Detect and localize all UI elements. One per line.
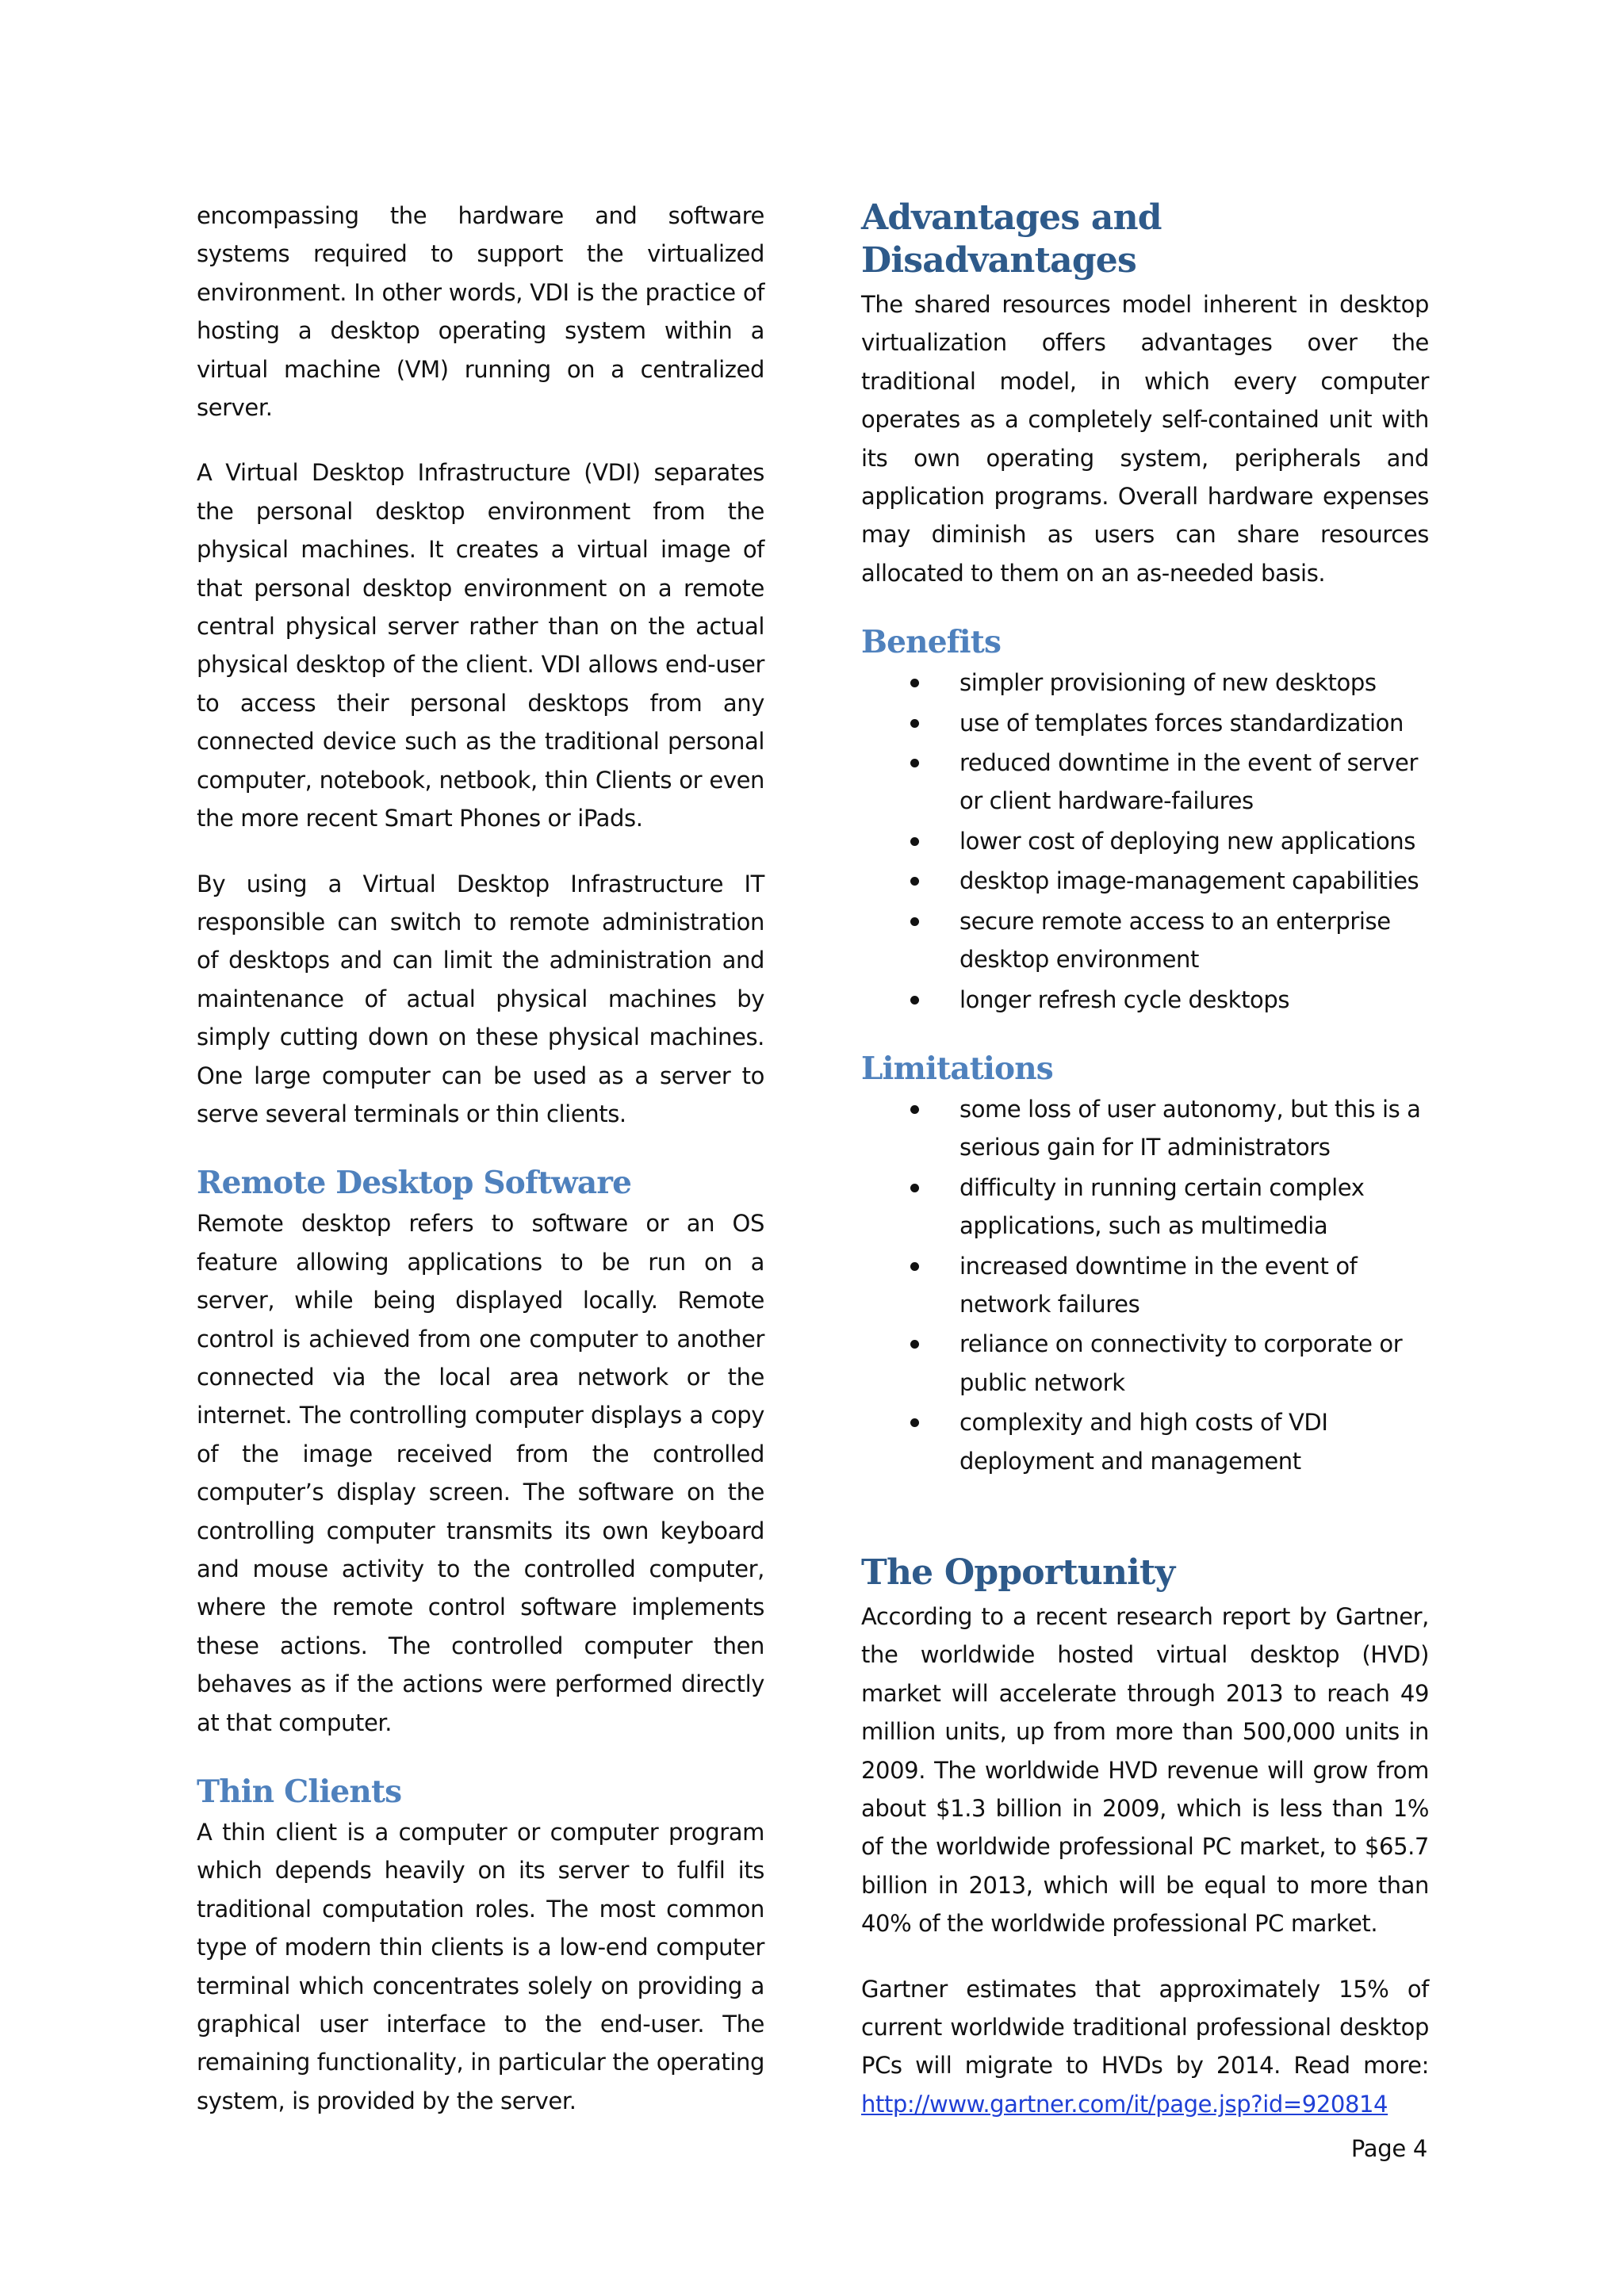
heading-limitations: Limitations — [861, 1050, 1053, 1087]
list-item: reliance on connectivity to corporate or public network — [861, 1325, 1429, 1402]
bullet-icon — [910, 1184, 919, 1192]
list-item: difficulty in running certain complex applications, such as multimedia — [861, 1169, 1429, 1246]
list-item: complexity and high costs of VDI deployment and management — [861, 1403, 1429, 1480]
bullet-icon — [910, 719, 919, 728]
bullet-icon — [910, 1262, 919, 1271]
heading-thin-clients: Thin Clients — [197, 1774, 402, 1811]
bullet-icon — [910, 837, 919, 846]
list-item: secure remote access to an enterprise desktop environment — [861, 902, 1429, 979]
limitations-list — [861, 1090, 1429, 1480]
bullet-icon — [910, 917, 919, 926]
bullet-icon — [910, 1418, 919, 1427]
list-item: simpler provisioning of new desktops — [861, 664, 1429, 702]
bullet-icon — [910, 996, 919, 1004]
left-column — [197, 197, 764, 2120]
list-item: reduced downtime in the event of server or client hardware-failures — [861, 744, 1429, 821]
list-item: desktop image-management capabilities — [861, 862, 1429, 900]
heading-the-opportunity: The Opportunity — [861, 1552, 1175, 1593]
list-item: longer refresh cycle desktops — [861, 981, 1429, 1019]
paragraph-gartner-estimates: Gartner estimates that approximately 15% of current worldwide traditional professional desktop PCs will migrate to HVDs by 2014. Read more: http://www.gartner.com/it/page.jsp?id=920814 — [861, 1975, 1429, 2118]
bullet-icon — [910, 759, 919, 767]
list-item: some loss of user autonomy, but this is a serious gain for IT administrators — [861, 1090, 1429, 1167]
paragraph-thin-clients: A thin client is a computer or computer program which depends heavily on its server to fulfil its traditional computation roles. The most common type of modern thin clients is a low-end computer terminal which concentrates solely on providing a graphical user interface to the end-user. The remaining functionality, in particular the operating system, is provided by the server. — [197, 1819, 764, 2114]
heading-advantages-disadvantages: Advantages and Disadvantages — [861, 197, 1162, 281]
gartner-link[interactable]: http://www.gartner.com/it/page.jsp?id=920814 — [861, 2090, 1388, 2118]
list-item: lower cost of deploying new applications — [861, 822, 1429, 860]
paragraph-opportunity: According to a recent research report by Gartner, the worldwide hosted virtual desktop (HVD) market will accelerate through 2013 to reach 49 million units, up from more than 500,000 units in 2009. The worldwide HVD revenue will grow from about $1.3 billion in 2009, which is less than 1% of the worldwide professional PC market, to $65.7 billion in 2013, which will be equal to more than 40% of the worldwide professional PC market. — [861, 1602, 1429, 1938]
list-item: use of templates forces standardization — [861, 704, 1429, 742]
paragraph-advantages: The shared resources model inherent in desktop virtualization offers advantages over the traditional model, in which every computer operates as a completely self-contained unit with its own operating system, peripherals and application programs. Overall hardware expenses may diminish as users can share resources allocated to them on an as-needed basis. — [861, 291, 1429, 587]
bullet-icon — [910, 1340, 919, 1349]
benefits-list — [861, 664, 1429, 1019]
bullet-icon — [910, 877, 919, 886]
paragraph-vdi-intro: encompassing the hardware and software systems required to support the virtualized environment. In other words, VDI is the practice of hosting a desktop operating system within a virtual machine (VM) running on a centralized server. — [197, 202, 764, 422]
list-item: increased downtime in the event of network failures — [861, 1247, 1429, 1324]
right-column — [861, 197, 1429, 2123]
bullet-icon — [910, 679, 919, 687]
paragraph-remote-desktop: Remote desktop refers to software or an OS feature allowing applications to be run on a server, while being displayed locally. Remote control is achieved from one computer to another connected via the local area network or the internet. The controlling computer displays a copy of the image received from the controlled computer’s display screen. The software on the controlling computer transmits its own keyboard and mouse activity to the controlled computer, where the remote control software implements these actions. The controlled computer then behaves as if the actions were performed directly at that computer. — [197, 1210, 764, 1736]
paragraph-vdi-separates: A Virtual Desktop Infrastructure (VDI) separates the personal desktop environment from the physical machines. It creates a virtual image of that personal desktop environment on a remote central physical server rather than on the actual physical desktop of the client. VDI allows end-user to access their personal desktops from any connected device such as the traditional personal computer, notebook, netbook, thin Clients or even the more recent Smart Phones or iPads. — [197, 459, 764, 832]
paragraph-vdi-administration: By using a Virtual Desktop Infrastructure IT responsible can switch to remote administration of desktops and can limit the administration and maintenance of actual physical machines by simply cutting down on these physical machines. One large computer can be used as a server to serve several terminals or thin clients. — [197, 870, 764, 1127]
heading-remote-desktop-software: Remote Desktop Software — [197, 1165, 632, 1202]
page-number: Page 4 — [1350, 2135, 1427, 2162]
bullet-icon — [910, 1105, 919, 1114]
heading-benefits: Benefits — [861, 624, 1002, 661]
